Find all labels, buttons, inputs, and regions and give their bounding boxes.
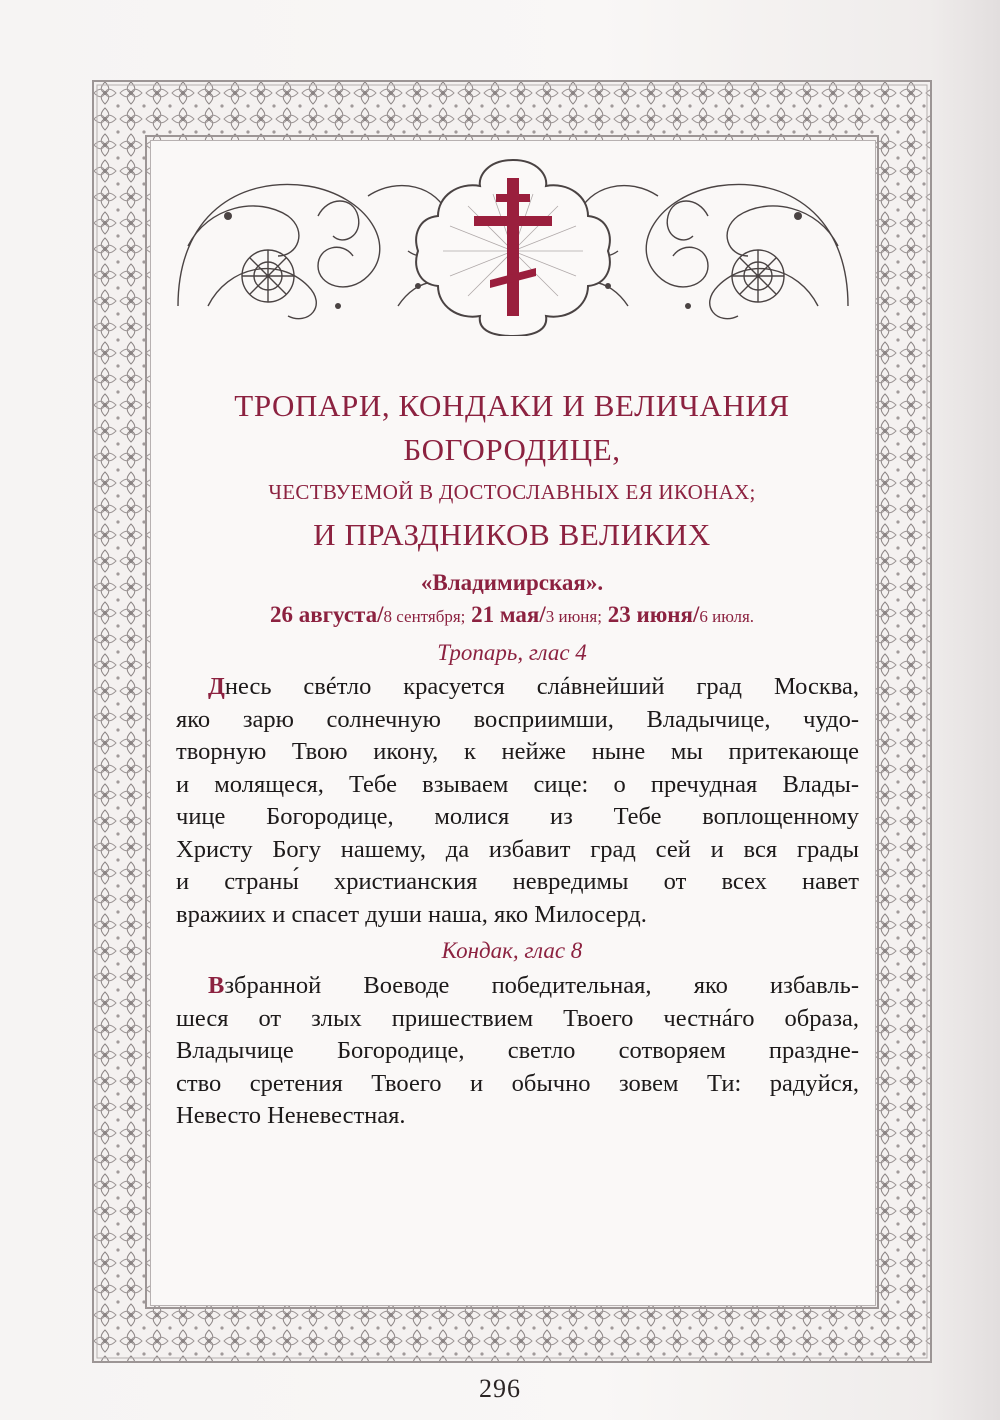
- kontakion-line: ство сретения Твоего и обычно зовем Ти: радуйся,: [176, 1069, 859, 1097]
- troparion-line: вражиих и спасет души наша, яко Милосерд.: [176, 900, 647, 928]
- kontakion-line: шеся от злых пришествием Твоего честнáго образа,: [176, 1004, 859, 1032]
- date-1-old-style: 26 августа/: [269, 602, 384, 627]
- troparion-line: чице Богородице, молися из Тебе воплощенному: [176, 803, 859, 830]
- drop-initial: В: [208, 972, 225, 999]
- date-2-new-style: 3 июня;: [545, 607, 602, 626]
- kontakion-line: Взбранной Воеводе победительная, яко избавль-: [208, 972, 859, 999]
- drop-initial: Д: [208, 673, 225, 700]
- date-3-old-style: 23 июня/: [607, 602, 700, 627]
- floral-headpiece-with-orthodox-cross-icon: [168, 156, 858, 336]
- kontakion-text: [176, 970, 859, 1133]
- troparion-line: Днесь свéтло красуется слáвнейший град Москва,: [208, 673, 859, 700]
- title-line-4: И ПРАЗДНИКОВ ВЕЛИКИХ: [313, 517, 711, 552]
- page-number: 296: [479, 1374, 521, 1403]
- title-line-1: ТРОПАРИ, КОНДАКИ И ВЕЛИЧАНИЯ: [234, 388, 790, 423]
- troparion-label: Тропарь, глас 4: [437, 640, 587, 665]
- troparion-line: и страны́ христианския невредимы от всех навет: [176, 868, 859, 895]
- kontakion-line: Невесто Неневестная.: [176, 1102, 406, 1129]
- kontakion-line: Владычице Богородице, светло сотворяем праздне-: [176, 1037, 859, 1064]
- title-line-2: БОГОРОДИЦЕ,: [403, 432, 621, 467]
- troparion-text: [176, 671, 859, 931]
- troparion-line: творную Твою икону, к нейже ныне мы притекающе: [176, 738, 859, 765]
- feast-dates: [150, 602, 874, 628]
- troparion-line: яко зарю солнечную восприимши, Владычице, чудо-: [176, 705, 859, 733]
- date-2-old-style: 21 мая/: [471, 602, 546, 627]
- date-1-new-style: 8 сентября;: [383, 607, 466, 626]
- troparion-line: и молящеся, Тебе взываем сице: о пречудная Влады-: [176, 770, 859, 798]
- troparion-line: Христу Богу нашему, да избавит град сей и вся грады: [176, 835, 859, 863]
- icon-name: «Владимирская».: [420, 570, 604, 595]
- kontakion-label: Кондак, глас 8: [441, 938, 583, 963]
- title-line-3: ЧЕСТВУЕМОЙ В ДОСТОСЛАВНЫХ ЕЯ ИКОНАХ;: [268, 480, 756, 504]
- date-3-new-style: 6 июля.: [699, 607, 755, 626]
